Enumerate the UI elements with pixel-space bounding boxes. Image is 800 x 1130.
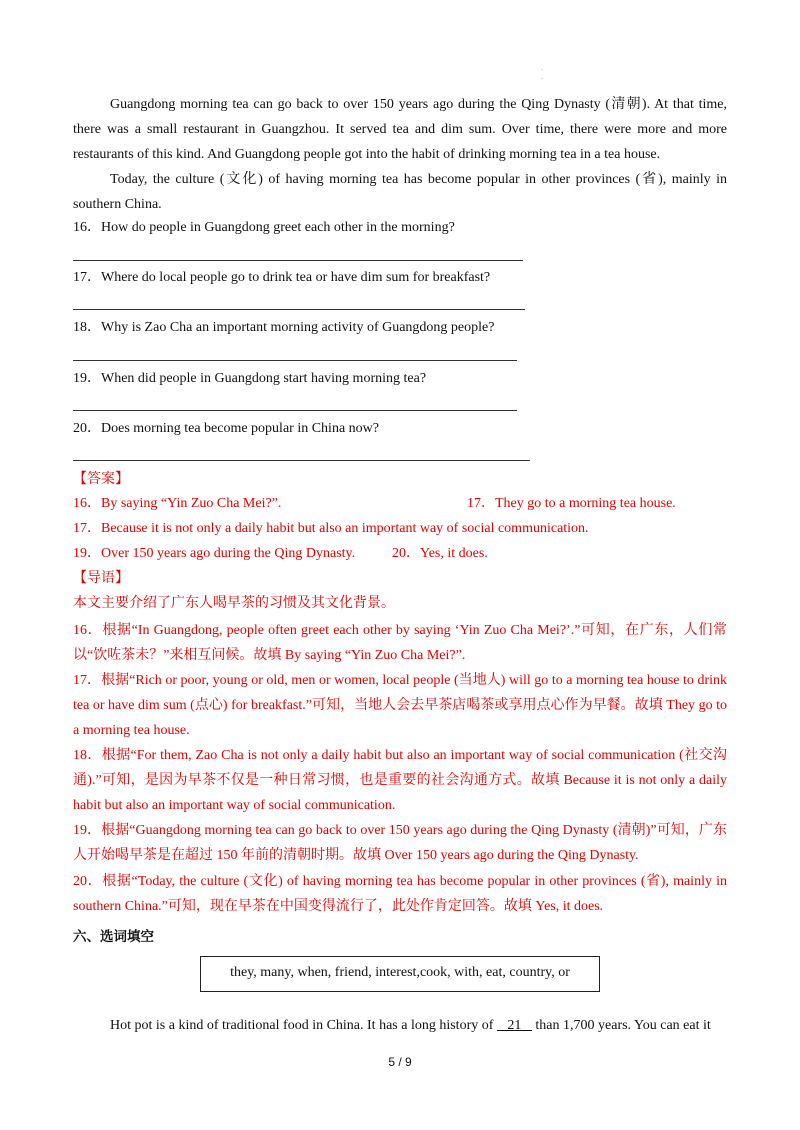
word-bank-text: they, many, when, friend, interest,cook, with, eat, country, or bbox=[230, 965, 570, 980]
answer-19: 19．Over 150 years ago during the Qing Dynasty. bbox=[73, 546, 356, 561]
section-6-heading: 六、选词填空 bbox=[73, 929, 154, 945]
page-number: 5 / 9 bbox=[388, 1055, 412, 1069]
answer-line-20[interactable] bbox=[73, 460, 530, 461]
guide-intro: 本文主要介绍了广东人喝早茶的习惯及其文化背景。 bbox=[73, 596, 395, 611]
hotpot-text-after: than 1,700 years. You can eat it bbox=[531, 1018, 711, 1033]
question-19: 19．When did people in Guangdong start having morning tea? bbox=[73, 371, 427, 386]
answer-20: 20．Yes, it does. bbox=[392, 546, 488, 561]
question-20: 20．Does morning tea become popular in China now? bbox=[73, 421, 379, 436]
explanation-18: 18．根据“For them, Zao Cha is not only a daily habit but also an important way of social communication (社交沟通).”可知，是因为早茶不仅是一种日常习惯，也是重要的社会沟通方式。故填 Because it is not only a daily habit but also an important way of social communication. bbox=[73, 748, 727, 813]
hotpot-paragraph bbox=[73, 1013, 727, 1038]
explanation-20: 20．根据“Today, the culture (文化) of having morning tea has become popular in other provinces (省), mainly in southern China.”可知，现在早茶在中国变得流行了，此处作肯定回答。故填 Yes, it does. bbox=[73, 874, 727, 914]
answer-16: 16．By saying “Yin Zuo Cha Mei?”. bbox=[73, 496, 282, 511]
corner-dots: · · bbox=[541, 66, 544, 83]
passage-text-1: Guangdong morning tea can go back to over 150 years ago during the Qing Dynasty (清朝). At that time, there was a small restaurant in Guangzhou. It served tea and dim sum. Over time, there were more and more restaurants of this kind. And Guangdong people got into the habit of drinking morning tea in a tea house. bbox=[73, 97, 727, 162]
passage-paragraph-1 bbox=[73, 92, 727, 167]
passage-text-2: Today, the culture (文化) of having morning tea has become popular in other provinces (省), mainly in southern China. bbox=[73, 172, 727, 212]
answer-line-17[interactable] bbox=[73, 309, 525, 310]
word-bank-box bbox=[200, 956, 600, 992]
answer-18: 17．Because it is not only a daily habit but also an important way of social communication. bbox=[73, 521, 589, 536]
answer-line-19[interactable] bbox=[73, 410, 517, 411]
question-16: 16．How do people in Guangdong greet each other in the morning? bbox=[73, 220, 455, 235]
explanation-19: 19．根据“Guangdong morning tea can go back to over 150 years ago during the Qing Dynasty (清朝)”可知，广东人开始喝早茶是在超过 150 年前的清朝时期。故填 Over 150 years ago during the Qing Dynasty. bbox=[73, 823, 727, 863]
blank-21[interactable]: 21 bbox=[496, 1018, 532, 1033]
answer-17: 17．They go to a morning tea house. bbox=[467, 496, 676, 511]
answer-line-18[interactable] bbox=[73, 360, 517, 361]
explanation-17: 17．根据“Rich or poor, young or old, men or women, local people (当地人) will go to a morning tea house to drink tea or have dim sum (点心) for breakfast.”可知，当地人会去早茶店喝茶或享用点心作为早餐。故填 They go to a morning tea house. bbox=[73, 673, 727, 738]
question-17: 17．Where do local people go to drink tea or have dim sum for breakfast? bbox=[73, 270, 491, 285]
answer-heading: 【答案】 bbox=[73, 472, 129, 487]
explanation-16: 16．根据“In Guangdong, people often greet each other by saying ‘Yin Zuo Cha Mei?’.”可知，在广东，人们常以“饮咗茶未？”来相互问候。故填 By saying “Yin Zuo Cha Mei?”. bbox=[73, 623, 727, 663]
question-18: 18．Why is Zao Cha an important morning activity of Guangdong people? bbox=[73, 320, 495, 335]
passage-paragraph-2 bbox=[73, 167, 727, 217]
hotpot-text-before: Hot pot is a kind of traditional food in China. It has a long history of bbox=[110, 1018, 497, 1033]
guide-heading: 【导语】 bbox=[73, 571, 129, 586]
answer-line-16[interactable] bbox=[73, 260, 523, 261]
